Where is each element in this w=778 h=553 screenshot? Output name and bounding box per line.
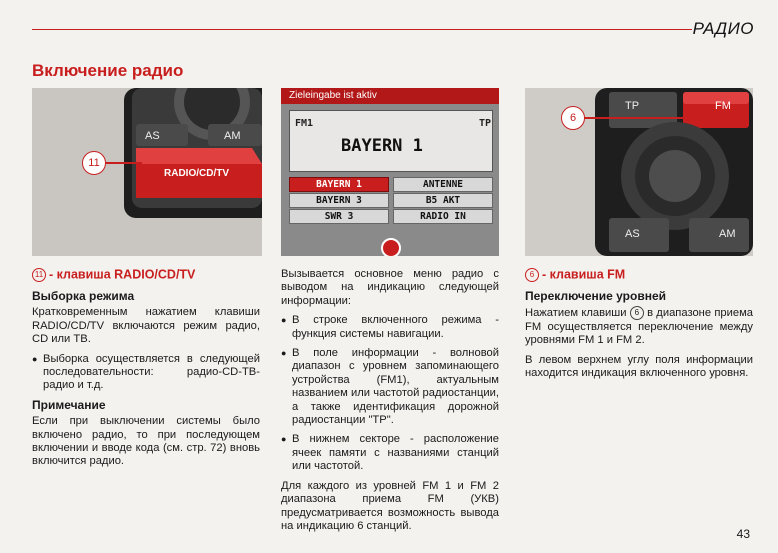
bullet-item: ● В нижнем секторе - расположение ячеек памяти с названиями станций или частотой. <box>281 433 499 473</box>
paragraph: Для каждого из уровней FM 1 и FM 2 диапазона приема FM (УКВ) предусматривается возможность вывода на индикацию 6 станций. <box>281 479 499 532</box>
preset-1: BAYERN 1 <box>289 177 389 192</box>
subheading-note: Примечание <box>32 397 106 412</box>
section-title: Включение радио <box>32 61 184 80</box>
subheading-levels: Переключение уровней <box>525 289 666 303</box>
fm-button-label: FM <box>715 100 731 112</box>
page-number: 43 <box>736 527 750 541</box>
inline-key-number: 6 <box>630 306 644 320</box>
preset-3: SWR 3 <box>289 209 389 224</box>
header-title: РАДИО <box>692 19 754 38</box>
bullet-item: ● В поле информации - волновой диапазон с уровнем запоминающего устройства (FM1), актуальным названием или частотой радиостанции, а также идентификация дорожной радиостанции "TP". <box>281 347 499 427</box>
preset-2: BAYERN 3 <box>289 193 389 208</box>
header-rule <box>32 29 692 30</box>
subheading-mode: Выборка режима <box>32 289 135 303</box>
display-station: BAYERN 1 <box>341 136 423 156</box>
callout-11: 11 <box>82 151 106 175</box>
key-title: - клавиша FM <box>542 267 626 282</box>
bullet-item: ● Выборка осуществляется в следующей последовательности: радио-CD-ТВ-радио и т.д. <box>32 353 260 393</box>
text-fragment: Нажатием клавиши <box>525 307 627 320</box>
bullet-item: ● В строке включенного режима - функция системы навигации. <box>281 314 499 341</box>
display-band: FM1 <box>295 118 314 129</box>
key-number: 6 <box>525 268 539 282</box>
text-column-2 <box>281 268 499 539</box>
paragraph: Кратковременным нажатием клавиши RADIO/CD/TV включаются режим радио, CD или ТВ. <box>32 306 260 346</box>
am-button-label: AM <box>719 228 736 240</box>
image-radio-display <box>281 88 499 256</box>
key-heading-fm <box>525 268 753 282</box>
key-number: 11 <box>32 268 46 282</box>
key-heading-radio <box>32 268 260 282</box>
callout-line <box>583 117 703 119</box>
display-tp: TP <box>479 118 492 129</box>
callout-6: 6 <box>561 106 585 130</box>
paragraph: В левом верхнем углу поля информации находится индикация включенного уровня. <box>525 353 753 379</box>
image-fm-key <box>525 88 753 256</box>
text-fragment: в диапазоне приема FM осуществляется переключение между уровнями FM 1 и FM 2. <box>525 307 754 347</box>
callout-line <box>102 162 142 164</box>
paragraph <box>525 306 753 347</box>
image-radio-key <box>32 88 262 256</box>
key-title: - клавиша RADIO/CD/TV <box>49 267 196 282</box>
paragraph: Если при выключении системы было включено радио, то при последующем включении и вводе кода (см. стр. 72) вновь включится радио. <box>32 415 260 468</box>
cursor-icon <box>381 238 401 256</box>
function-2: B5 AKT <box>393 193 493 208</box>
function-1: ANTENNE <box>393 177 493 192</box>
text-column-3 <box>525 268 753 386</box>
radio-cd-tv-button-label: RADIO/CD/TV <box>164 168 229 179</box>
text-column-1 <box>32 268 260 475</box>
function-3: RADIO IN <box>393 209 493 224</box>
am-button-label: AM <box>224 130 241 142</box>
tp-button-label: TP <box>625 100 640 112</box>
as-button-label: AS <box>145 130 160 142</box>
as-button-label: AS <box>625 228 640 240</box>
paragraph: Вызывается основное меню радио с выводом на индикацию следующей информации: <box>281 268 499 307</box>
display-status-text: Zieleingabe ist aktiv <box>289 90 377 101</box>
